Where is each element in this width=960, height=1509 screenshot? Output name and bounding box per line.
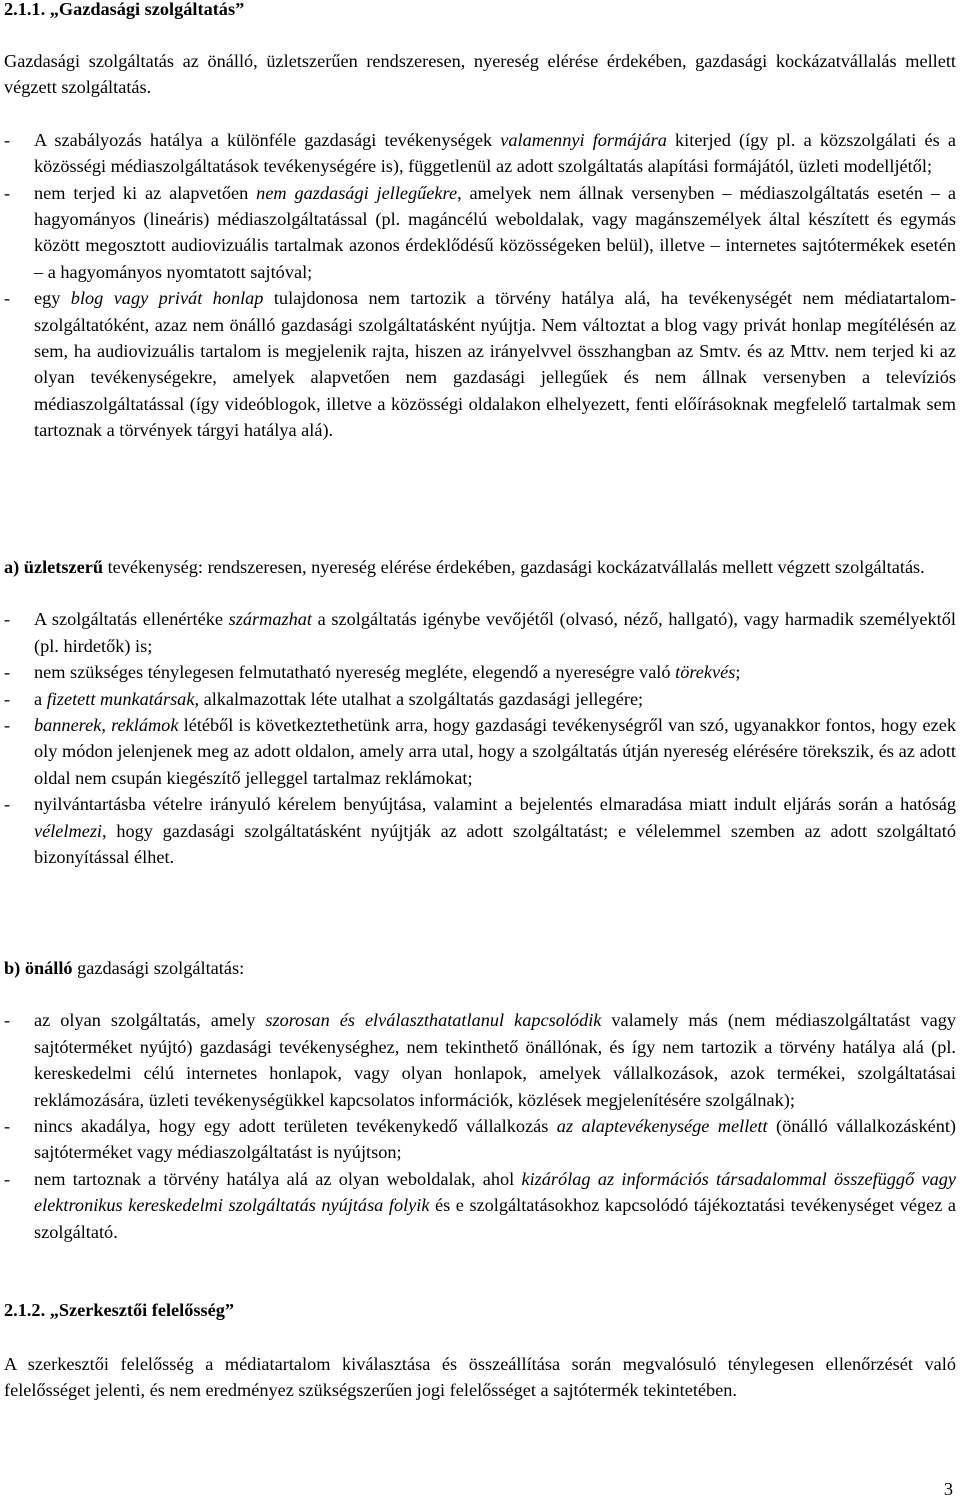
bullet-item [4,1166,956,1245]
bullet-emphasis: kizárólag az információs társadalommal összefüggő vagy elektronikus kereskedelmi szolgáltatás nyújtása folyik [34,1168,957,1216]
bullet-item [4,659,956,685]
dash-marker: - [4,182,11,203]
dash-marker: - [4,715,11,736]
section-body-1 [4,48,956,444]
bullet-emphasis: blog vagy privát honlap [70,288,264,309]
bullet-text: (önálló vállalkozásként) sajtóterméket vagy médiaszolgáltatást is nyújtson; [34,1116,957,1163]
bullet-text: kiterjed (így pl. a közszolgálati és a közösségi médiaszolgáltatások tevékenységére is), függetlenül az adott szolgáltatás alapítási formájától, üzleti modelljétől; [34,129,956,177]
dash-marker: - [4,662,11,683]
bullet-item [4,686,956,712]
bullet-text: nem szükséges ténylegesen felmutatható nyereség megléte, elegendő a nyereségre való [34,662,676,683]
bullet-emphasis: az alaptevékenysége mellett [556,1116,768,1137]
bullet-item [4,180,956,286]
bullet-emphasis: nem gazdasági jellegűekre [256,182,458,203]
bullet-text: nem tartoznak a törvény hatálya alá az olyan weboldalak, ahol [34,1168,522,1189]
subsection-a-text: tevékenység: rendszeresen, nyereség elérése érdekében, gazdasági kockázatvállalás mellett végzett szolgáltatás. [103,557,925,577]
bullet-text: nincs akadálya, hogy egy adott területen tevékenykedő vállalkozás [34,1116,557,1137]
bullet-emphasis: valamennyi formájára [500,129,667,150]
intro-paragraph: Gazdasági szolgáltatás az önálló, üzletszerűen rendszeresen, nyereség elérése érdekében, gazdasági kockázatvállalás mellett végzett szolgáltatás. [4,51,956,98]
dash-marker: - [4,1010,11,1031]
bullet-text: valamely más (nem médiaszolgáltatást vagy sajtóterméket nyújtó) gazdasági tevékenységhez, nem tekinthető önállónak, és így nem tartozik a törvény hatálya alá (pl. kereskedelmi célú internetes honlapok, vagy olyan honlapok, amelyek vállalkozások, azok termékei, szolgáltatásai reklámozására, üzleti tevékenységükkel kapcsolatos információk, közlések megjelenítésére szolgálnak); [34,1010,956,1110]
bullet-emphasis: vélelmezi [34,820,103,841]
subsection-b-label: b) önálló [4,958,73,978]
subsection-b-paragraph [4,955,956,981]
dash-marker: - [4,288,11,309]
subsection-b [4,955,956,1245]
bullet-text: ; [735,662,741,683]
section-body-2 [4,1351,956,1404]
bullet-text: nyilvántartásba vételre irányuló kérelem benyújtása, valamint a bejelentés elmaradása miatt indult eljárás során a hatóság [34,794,956,815]
dash-marker: - [4,794,11,815]
section-number: 2.1.1. [4,0,46,19]
bullet-emphasis: fizetett munkatársak [46,688,195,709]
bullet-text: és e szolgáltatásokhoz kapcsolódó tájékoztatási tevékenységet végez a szolgáltató. [34,1195,956,1242]
bullet-text: , alkalmazottak léte utalhat a szolgáltatás gazdasági jellegére; [194,688,644,709]
subsection-a-label: a) üzletszerű [4,557,103,577]
bullet-item [4,606,956,659]
bullet-emphasis: származhat [228,609,312,630]
section-heading-2-1-1 [4,0,244,22]
closing-paragraph: A szerkesztői felelősség a médiatartalom kiválasztása és összeállítása során megvalósuló ténylegesen ellenőrzését való felelősséget jelenti, és nem eredményez szükségszerűen jogi felelősséget a sajtótermék tekintetében. [4,1354,956,1401]
dash-marker: - [4,129,11,150]
bullet-item [4,1113,956,1166]
bullet-item [4,791,956,870]
dash-marker: - [4,1168,11,1189]
dash-marker: - [4,1116,11,1137]
bullet-text: létéből is következtethetünk arra, hogy gazdasági tevékenységről van szó, ugyanakkor fontos, hogy ezek oly módon jelenjenek meg az adott oldalon, amely arra utal, hogy a szolgáltatás útján nyereség elérésére törekszik, és az adott oldal nem csupán kiegészítő jelleggel tartalmaz reklámokat; [34,715,956,788]
bullet-text: egy [34,288,71,309]
subsection-b-text: gazdasági szolgáltatás: [72,958,245,978]
bullet-text: tulajdonosa nem tartozik a törvény hatálya alá, ha tevékenységét nem médiatartalom-szolgáltatóként, azaz nem önálló gazdasági szolgáltatásként nyújtja. Nem változtat a blog vagy privát honlap megítélésén az sem, ha audiovizuális tartalom is megjelenik rajta, hiszen az irányelvvel összhangban az Smtv. és az Mttv. nem terjed ki az olyan tevékenységekre, amelyek alapvetően nem gazdasági jellegűek és nem állnak versenyben a televíziós médiaszolgáltatással (így videóblogok, illetve a közösségi oldalakon elhelyezett, fenti előírásoknak megfelelő tartalmak sem tartoznak a törvények tárgyi hatálya alá). [34,288,956,441]
bullet-emphasis: bannerek, reklámok [34,715,179,736]
page-number: 3 [943,1479,953,1499]
bullet-text: , hogy gazdasági szolgáltatásként nyújtják az adott szolgáltatást; e vélelemmel szemben az adott szolgáltató bizonyítással élhet. [34,820,956,868]
dash-marker: - [4,609,11,630]
dash-marker: - [4,688,11,709]
section-title: „Gazdasági szolgáltatás” [49,0,245,19]
bullet-text: A szabályozás hatálya a különféle gazdasági tevékenységek [34,129,501,150]
bullet-text: a [34,688,47,709]
bullet-text: nem terjed ki az alapvetően [34,182,257,203]
bullet-item [4,127,956,180]
bullet-text: a szolgáltatás igénybe vevőjétől (olvasó, néző, hallgató), vagy harmadik személyektől (pl. hirdetők) is; [34,609,956,656]
bullet-item [4,712,956,791]
bullet-text: az olyan szolgáltatás, amely [34,1010,266,1031]
subsection-a [4,554,956,870]
bullet-emphasis: szorosan és elválaszthatatlanul kapcsolódik [265,1010,602,1031]
subsection-a-paragraph [4,554,956,580]
bullet-item [4,285,956,443]
section-title: „Szerkesztői felelősség” [49,1300,234,1320]
bullet-text: , amelyek nem állnak versenyben – médiaszolgáltatás esetén – a hagyományos (lineáris) médiaszolgáltatással (pl. magáncélú weboldalak, vagy magánszemélyek által készített és egymás között megosztott audiovizuális tartalmak azonos érdeklődésű közösségeken belül), illetve – internetes sajtótermékek esetén – a hagyományos nyomtatott sajtóval; [34,182,956,282]
bullet-text: A szolgáltatás ellenértéke [34,609,229,630]
bullet-item [4,1007,956,1113]
section-heading-2-1-2 [4,1297,234,1323]
bullet-emphasis: törekvés [675,662,736,683]
section-number: 2.1.2. [4,1300,46,1320]
